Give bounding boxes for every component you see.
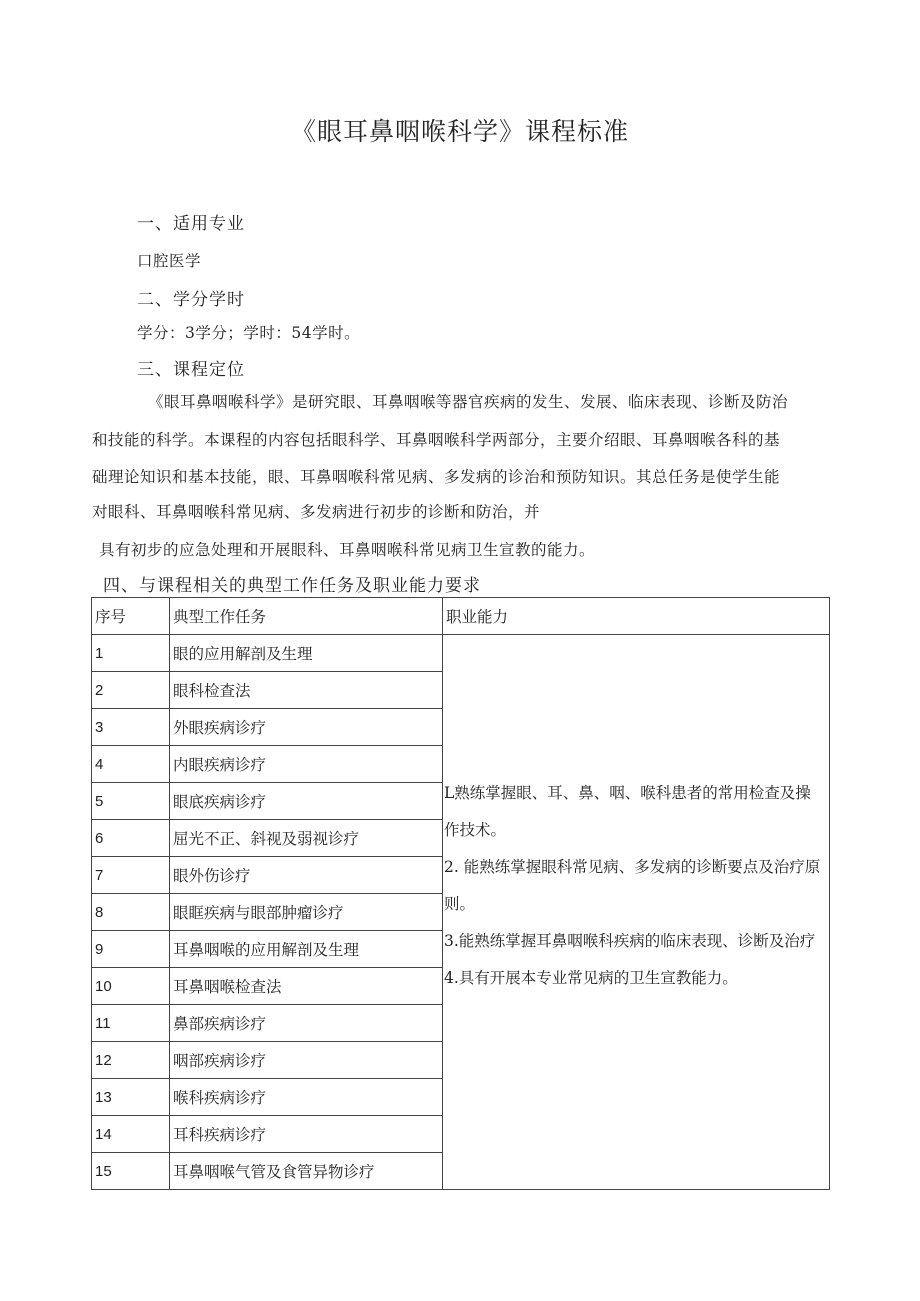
ability-item: 3.能熟练掌握耳鼻咽喉科疾病的临床表现、诊断及治疗 [444, 932, 816, 950]
row-no: 11 [92, 1005, 170, 1042]
row-no: 8 [92, 894, 170, 931]
row-task: 眼科检查法 [170, 672, 443, 709]
paragraph-line: 具有初步的应急处理和开展眼科、耳鼻咽喉科常见病卫生宣教的能力。 [99, 541, 596, 559]
section2-heading: 二、学分学时 [137, 290, 245, 310]
section3-heading: 三、课程定位 [137, 360, 245, 380]
row-no: 12 [92, 1042, 170, 1079]
paragraph-line: 础理论知识和基本技能，眼、耳鼻咽喉科常见病、多发病的诊治和预防知识。其总任务是使学生能 [92, 468, 781, 486]
document-title: 《眼耳鼻咽喉科学》课程标准 [290, 117, 629, 146]
ability-cell [443, 635, 830, 1190]
row-task: 眼外伤诊疗 [170, 857, 443, 894]
row-task: 耳鼻咽喉的应用解剖及生理 [170, 931, 443, 968]
tasks-table [91, 597, 830, 1190]
header-no: 序号 [92, 598, 170, 635]
table-row [92, 635, 830, 672]
header-ability: 职业能力 [443, 598, 830, 635]
section1-content: 口腔医学 [137, 252, 202, 270]
row-task: 眼眶疾病与眼部肿瘤诊疗 [170, 894, 443, 931]
row-no: 15 [92, 1153, 170, 1190]
paragraph-line: 和技能的科学。本课程的内容包括眼科学、耳鼻咽喉科学两部分，主要介绍眼、耳鼻咽喉各科的基 [92, 431, 781, 449]
row-task: 耳鼻咽喉气管及食管异物诊疗 [170, 1153, 443, 1190]
section4-heading: 四、与课程相关的典型工作任务及职业能力要求 [103, 576, 481, 596]
row-task: 鼻部疾病诊疗 [170, 1005, 443, 1042]
row-task: 外眼疾病诊疗 [170, 709, 443, 746]
row-task: 耳科疾病诊疗 [170, 1116, 443, 1153]
row-task: 内眼疾病诊疗 [170, 746, 443, 783]
row-no: 7 [92, 857, 170, 894]
row-task: 咽部疾病诊疗 [170, 1042, 443, 1079]
section2-content: 学分：3学分；学时：54学时。 [137, 324, 361, 342]
table-header-row [92, 598, 830, 635]
row-no: 3 [92, 709, 170, 746]
row-no: 1 [92, 635, 170, 672]
row-task: 屈光不正、斜视及弱视诊疗 [170, 820, 443, 857]
row-no: 13 [92, 1079, 170, 1116]
ability-item: L熟练掌握眼、耳、鼻、咽、喉科患者的常用检查及操作技术。 [444, 784, 811, 839]
row-no: 2 [92, 672, 170, 709]
row-task: 眼底疾病诊疗 [170, 783, 443, 820]
paragraph-line: 对眼科、耳鼻咽喉科常见病、多发病进行初步的诊断和防治，并 [92, 503, 541, 521]
row-no: 9 [92, 931, 170, 968]
header-task: 典型工作任务 [170, 598, 443, 635]
ability-item: 4.具有开展本专业常见病的卫生宣教能力。 [444, 969, 738, 987]
row-no: 14 [92, 1116, 170, 1153]
paragraph-line: 《眼耳鼻咽喉科学》是研究眼、耳鼻咽喉等器官疾病的发生、发展、临床表现、诊断及防治 [148, 393, 789, 411]
row-task: 耳鼻咽喉检查法 [170, 968, 443, 1005]
row-no: 4 [92, 746, 170, 783]
row-no: 10 [92, 968, 170, 1005]
section1-heading: 一、适用专业 [137, 214, 245, 234]
row-task: 眼的应用解剖及生理 [170, 635, 443, 672]
ability-item: 2. 能熟练掌握眼科常见病、多发病的诊断要点及治疗原则。 [444, 858, 821, 913]
row-no: 5 [92, 783, 170, 820]
row-task: 喉科疾病诊疗 [170, 1079, 443, 1116]
row-no: 6 [92, 820, 170, 857]
